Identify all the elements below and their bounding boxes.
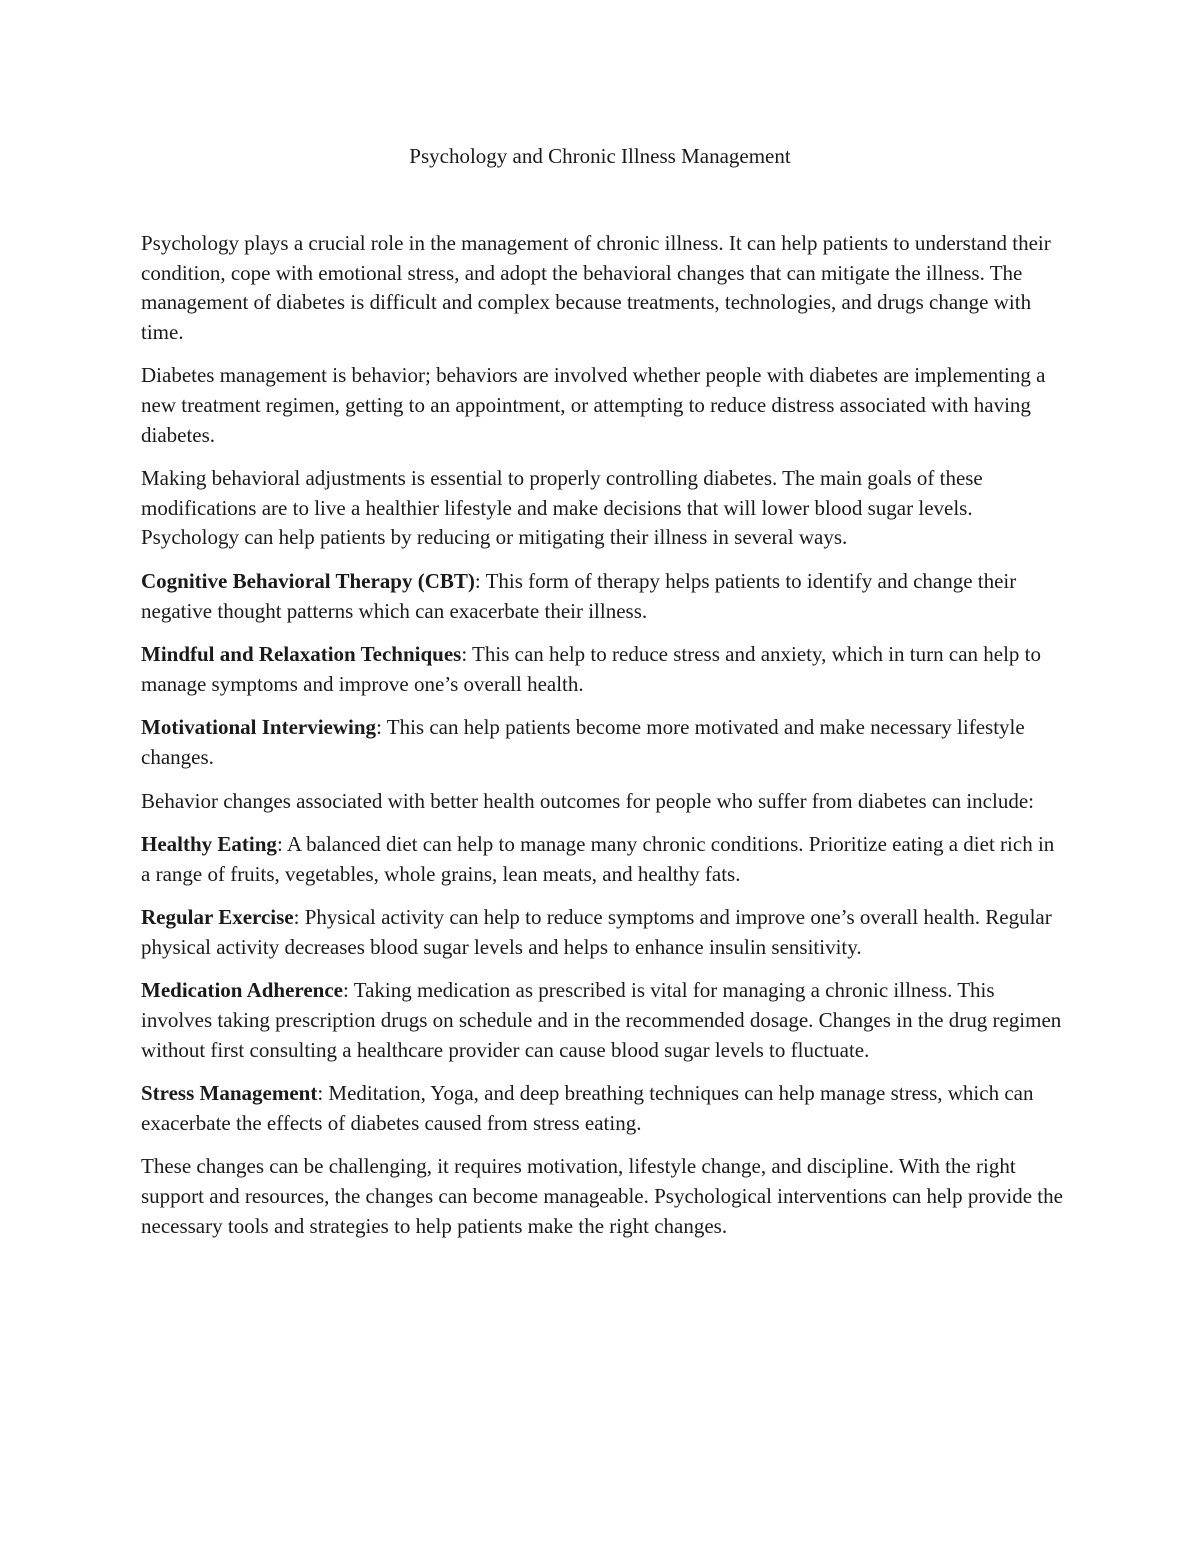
closing-paragraph: These changes can be challenging, it requires motivation, lifestyle change, and discipline. With the right support and resources, the changes can become manageable. Psychological interventions can help provide the necessary tools and strategies to help patients make the right changes.: [141, 1154, 1063, 1238]
intro-paragraph-1: Psychology plays a crucial role in the management of chronic illness. It can help patients to understand their condition, cope with emotional stress, and adopt the behavioral changes that can mitigate the illness. The management of diabetes is difficult and complex because treatments, technologies, and drugs change with time.: [141, 231, 1051, 344]
behavior-term: Medication Adherence: [141, 978, 344, 1003]
intervention-description: : This can help patients become more motivated and make necessary lifestyle changes.: [141, 715, 1025, 769]
intervention-term: Motivational Interviewing: [141, 715, 377, 740]
behavior-description: : Taking medication as prescribed is vital for managing a chronic illness. This involves taking prescription drugs on schedule and in the recommended dosage. Changes in the drug regimen without first consulting a healthcare provider can cause blood sugar levels to fluctuate.: [141, 978, 1062, 1062]
intervention-term: Mindful and Relaxation Techniques: [141, 642, 462, 667]
document-body: [141, 229, 1063, 1255]
transition-paragraph: Behavior changes associated with better health outcomes for people who suffer from diabetes can include:: [141, 788, 1034, 813]
behavior-medication-adherence: [141, 976, 1063, 1065]
behavior-stress-management: [141, 1079, 1063, 1138]
intervention-mindful-relaxation: [141, 640, 1063, 699]
intervention-description: : This form of therapy helps patients to identify and change their negative thought patterns which can exacerbate their illness.: [141, 568, 1017, 623]
behavior-term: Regular Exercise: [141, 905, 294, 930]
document-title: Psychology and Chronic Illness Management: [409, 144, 791, 168]
behavior-description: : A balanced diet can help to manage many chronic conditions. Prioritize eating a diet rich in a range of fruits, vegetables, whole grains, lean meats, and healthy fats.: [141, 832, 1055, 886]
behavior-healthy-eating: [141, 830, 1063, 889]
intervention-description: : This can help to reduce stress and anxiety, which in turn can help to manage symptoms and improve one’s overall health.: [141, 642, 1042, 696]
intervention-motivational-interviewing: [141, 713, 1063, 772]
intervention-cbt: [141, 567, 1063, 626]
intervention-term: Cognitive Behavioral Therapy (CBT): [141, 568, 475, 593]
intro-paragraph-2: Diabetes management is behavior; behaviors are involved whether people with diabetes are implementing a new treatment regimen, getting to an appointment, or attempting to reduce distress associated with having diabetes.: [141, 363, 1046, 447]
behavior-description: : Physical activity can help to reduce symptoms and improve one’s overall health. Regular physical activity decreases blood sugar levels and helps to enhance insulin sensitivity.: [141, 905, 1052, 959]
behavior-term: Stress Management: [141, 1081, 318, 1106]
intro-paragraph-3: Making behavioral adjustments is essential to properly controlling diabetes. The main goals of these modifications are to live a healthier lifestyle and make decisions that will lower blood sugar levels. Psychology can help patients by reducing or mitigating their illness in several ways.: [141, 466, 983, 550]
behavior-regular-exercise: [141, 903, 1063, 962]
behavior-term: Healthy Eating: [141, 832, 277, 857]
behavior-description: : Meditation, Yoga, and deep breathing techniques can help manage stress, which can exacerbate the effects of diabetes caused from stress eating.: [141, 1081, 1034, 1135]
